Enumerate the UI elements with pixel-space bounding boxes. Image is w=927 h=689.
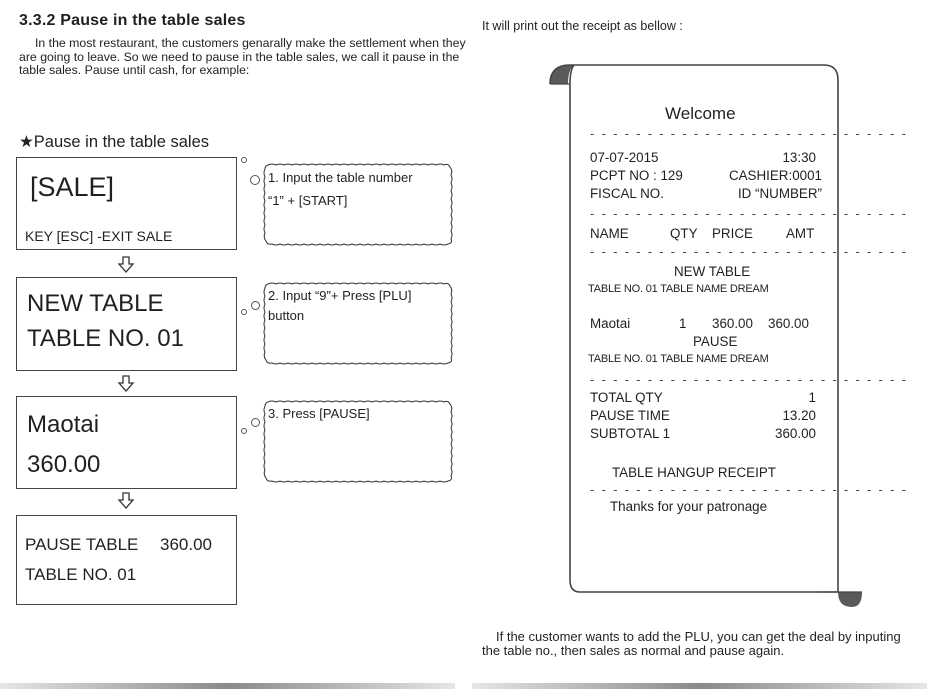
receipt-pcpt: PCPT NO : 129 (590, 168, 683, 183)
receipt-divider: - - - - - - - - - - - - - - - - - - - - - - - - - - - - (590, 126, 908, 141)
receipt-hangup: TABLE HANGUP RECEIPT (612, 465, 776, 480)
receipt-col-qty: QTY (670, 226, 698, 241)
receipt-item-qty: 1 (679, 316, 687, 331)
receipt-subtotal-label: SUBTOTAL 1 (590, 426, 671, 441)
receipt-item-name: Maotai (590, 316, 631, 331)
lcd-display-item (16, 396, 237, 489)
receipt-col-name: NAME (590, 226, 629, 241)
receipt-divider: - - - - - - - - - - - - - - - - - - - - - - - - - - - - (590, 482, 908, 497)
lcd-table-no-text: TABLE NO. 01 (27, 325, 184, 352)
instruction-bubble-1 (262, 163, 454, 246)
bubble1-line1: 1. Input the table number (268, 170, 413, 185)
lcd-sale-text: [SALE] (30, 172, 115, 202)
receipt-thanks: Thanks for your patronage (610, 499, 768, 514)
instruction-bubble-2 (262, 282, 454, 365)
lcd-pause-label: PAUSE TABLE (25, 535, 139, 554)
receipt-divider: - - - - - - - - - - - - - - - - - - - - - - - - - - - - (590, 206, 908, 221)
bubble3-line1: 3. Press [PAUSE] (268, 406, 370, 421)
lcd-item-price: 360.00 (27, 451, 101, 478)
receipt-date: 07-07-2015 (590, 150, 659, 165)
bubble-dot (241, 157, 247, 163)
bubble1-line2: “1” + [START] (268, 193, 348, 208)
bubble-dot (251, 301, 260, 310)
footer-paragraph: If the customer wants to add the PLU, you can get the deal by inputing the table no., then sales as normal and pause again. (482, 629, 901, 658)
bubble-dot (250, 175, 260, 185)
bottom-bar-left (0, 683, 455, 689)
down-arrow-icon (117, 492, 135, 510)
receipt-subtotal: 360.00 (775, 426, 816, 441)
receipt-col-amt: AMT (786, 226, 815, 241)
receipt-id: ID “NUMBER” (737, 186, 822, 201)
lcd-pause-amount: 360.00 (160, 535, 212, 554)
receipt-total-qty: 1 (808, 390, 816, 405)
example-title: ★Pause in the table sales (19, 133, 209, 151)
bubble2-line1: 2. Input “9”+ Press [PLU] (268, 288, 412, 303)
instruction-bubble-3 (262, 400, 454, 483)
receipt-cashier: CASHIER:0001 (728, 168, 822, 183)
receipt-time: 13:30 (782, 150, 816, 165)
lcd-exit-hint: KEY [ESC] -EXIT SALE (25, 228, 173, 244)
lcd-display-pause (16, 515, 237, 605)
lcd-display-sale (16, 157, 237, 250)
down-arrow-icon (117, 256, 135, 274)
receipt-pause-time: 13.20 (782, 408, 816, 423)
down-arrow-icon (117, 375, 135, 393)
intro-paragraph: In the most restaurant, the customers genarally make the settlement when they are going to leave. So we need to pause in the table sales, we call it pause in the table sales. Pause until cash, for example: (19, 36, 466, 77)
bottom-bar-right (472, 683, 927, 689)
receipt-table-line: TABLE NO. 01 TABLE NAME DREAM (588, 283, 769, 295)
receipt-new-table: NEW TABLE (674, 264, 751, 279)
receipt-total-qty-label: TOTAL QTY (590, 390, 663, 405)
receipt-pause: PAUSE (693, 334, 738, 349)
receipt-item-price: 360.00 (712, 316, 753, 331)
receipt-welcome: Welcome (665, 104, 736, 123)
lcd-pause-table-no: TABLE NO. 01 (25, 565, 137, 584)
receipt-intro: It will print out the receipt as bellow : (482, 19, 683, 33)
receipt-pause-time-label: PAUSE TIME (590, 408, 670, 423)
receipt-divider: - - - - - - - - - - - - - - - - - - - - - - - - - - - - (590, 372, 908, 387)
receipt-divider: - - - - - - - - - - - - - - - - - - - - - - - - - - - - (590, 244, 908, 259)
receipt-fiscal: FISCAL NO. (590, 186, 664, 201)
bubble-dot (251, 418, 260, 427)
receipt-col-price: PRICE (712, 226, 753, 241)
bubble-dot (241, 309, 247, 315)
receipt-item-amt: 360.00 (768, 316, 809, 331)
bubble-dot (241, 428, 247, 434)
bubble2-line2: button (268, 308, 305, 323)
lcd-new-table-text: NEW TABLE (27, 290, 164, 317)
lcd-item-name: Maotai (27, 411, 100, 438)
lcd-display-new-table (16, 277, 237, 371)
receipt-table-line-2: TABLE NO. 01 TABLE NAME DREAM (588, 353, 769, 365)
section-heading: 3.3.2 Pause in the table sales (19, 12, 246, 29)
